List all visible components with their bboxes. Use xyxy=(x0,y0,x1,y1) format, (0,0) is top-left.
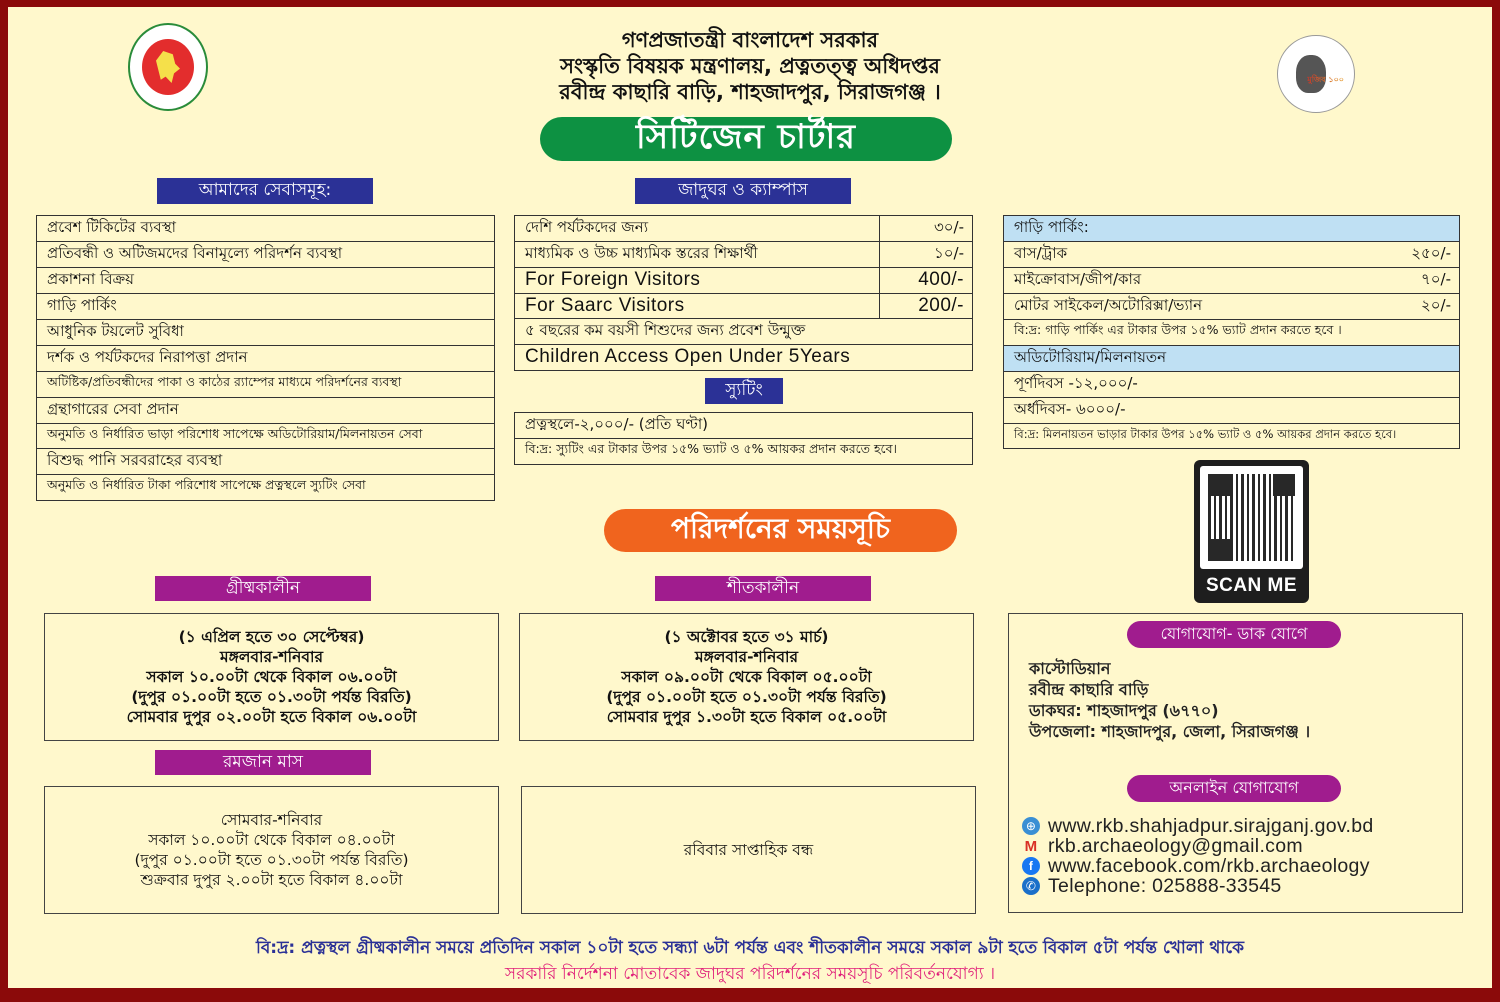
service-row xyxy=(37,216,495,242)
parking-auditorium-table xyxy=(1003,215,1460,449)
service-item: অনুমতি ও নির্ধারিত টাকা পরিশোধ সাপেক্ষে প্রত্নস্থলে স্যুটিং সেবা xyxy=(37,475,495,501)
parking-value: ২৫০/- xyxy=(1360,242,1460,268)
parking-value: ৭০/- xyxy=(1360,268,1460,294)
fee-label: ৫ বছরের কম বয়সী শিশুদের জন্য প্রবেশ উন্মুক্ত xyxy=(515,319,973,345)
address-line: রবীন্দ্র কাছারি বাড়ি xyxy=(1029,680,1149,699)
header-line-3: রবীন্দ্র কাছারি বাড়ি, শাহজাদপুর, সিরাজগঞ্জ । xyxy=(559,80,941,104)
qr-code-icon xyxy=(1200,466,1303,569)
service-item: গ্রন্থাগারের সেবা প্রদান xyxy=(37,397,495,423)
shooting-table xyxy=(514,412,973,465)
website-link[interactable] xyxy=(1022,816,1374,836)
parking-note: বি:দ্র: গাড়ি পার্কিং এর টাকার উপর ১৫% ভ্যাট প্রদান করতে হবে । xyxy=(1004,320,1460,346)
service-row xyxy=(37,242,495,268)
fee-value: ৩০/- xyxy=(879,216,972,242)
service-row xyxy=(37,346,495,372)
qr-code-card[interactable] xyxy=(1194,460,1309,603)
email-link[interactable] xyxy=(1022,836,1374,856)
fee-value: 400/- xyxy=(879,268,972,294)
winter-schedule-box xyxy=(519,613,974,741)
postal-contact-heading: যোগাযোগ- ডাক যোগে xyxy=(1127,621,1341,648)
service-row xyxy=(37,449,495,475)
postal-address xyxy=(1029,658,1310,742)
header-line-2: সংস্কৃতি বিষয়ক মন্ত্রণালয়, প্রত্নতত্ত্ব অধিদপ্তর xyxy=(560,54,940,78)
portrait-tag: মুজিব ১০০ xyxy=(1307,74,1344,87)
website-text: www.rkb.shahjadpur.sirajganj.gov.bd xyxy=(1048,814,1374,837)
ramadan-heading: রমজান মাস xyxy=(155,750,371,775)
services-table xyxy=(36,215,495,501)
parking-label: মোটর সাইকেল/অটোরিক্সা/ভ্যান xyxy=(1004,294,1360,320)
parking-value: ২০/- xyxy=(1360,294,1460,320)
ramadan-line: সোমবার-শনিবার xyxy=(220,811,323,829)
email-text: rkb.archaeology@gmail.com xyxy=(1048,834,1303,857)
facebook-link[interactable] xyxy=(1022,856,1374,876)
contact-box xyxy=(1008,613,1463,913)
summer-line: (১ এপ্রিল হতে ৩০ সেপ্টেম্বর) xyxy=(178,628,365,646)
winter-line: সকাল ০৯.০০টা থেকে বিকাল ০৫.০০টা xyxy=(621,668,872,686)
address-line: ডাকঘর: শাহজাদপুর (৬৭৭০) xyxy=(1029,701,1219,720)
winter-heading: শীতকালীন xyxy=(655,576,871,601)
gmail-icon: M xyxy=(1024,837,1038,855)
service-row xyxy=(37,294,495,320)
fee-value: 200/- xyxy=(879,293,972,319)
online-contact-list xyxy=(1022,816,1374,896)
fee-row xyxy=(515,319,973,345)
phone-link[interactable] xyxy=(1022,876,1374,896)
fee-label: মাধ্যমিক ও উচ্চ মাধ্যমিক স্তরের শিক্ষার্থী xyxy=(515,242,880,268)
museum-fee-table xyxy=(514,215,973,371)
auditorium-note: বি:দ্র: মিলনায়তন ভাড়ার টাকার উপর ১৫% ভ্যাট ও ৫% আয়কর প্রদান করতে হবে। xyxy=(1004,423,1460,449)
globe-icon: ⊕ xyxy=(1022,817,1040,835)
shooting-note: বি:দ্র: স্যুটিং এর টাকার উপর ১৫% ভ্যাট ও ৫% আয়কর প্রদান করতে হবে। xyxy=(515,439,973,465)
fee-label: Children Access Open Under 5Years xyxy=(515,345,973,371)
summer-line: (দুপুর ০১.০০টা হতে ০১.৩০টা পর্যন্ত বিরতি) xyxy=(131,688,412,706)
auditorium-half-day: অর্ধদিবস- ৬০০০/- xyxy=(1004,397,1460,423)
ramadan-schedule-box xyxy=(44,786,499,914)
facebook-text: www.facebook.com/rkb.archaeology xyxy=(1048,854,1370,877)
address-line: কাস্টোডিয়ান xyxy=(1029,659,1111,678)
parking-label: মাইক্রোবাস/জীপ/কার xyxy=(1004,268,1360,294)
winter-line: মঙ্গলবার-শনিবার xyxy=(694,648,799,666)
ramadan-line: (দুপুর ০১.০০টা হতে ০১.৩০টা পর্যন্ত বিরতি) xyxy=(134,851,409,869)
service-item: আধুনিক টয়লেট সুবিধা xyxy=(37,320,495,346)
service-item: প্রবেশ টিকিটের ব্যবস্থা xyxy=(37,216,495,242)
winter-line: (১ অক্টোবর হতে ৩১ মার্চ) xyxy=(664,628,829,646)
service-item: গাড়ি পার্কিং xyxy=(37,294,495,320)
fee-value: ১০/- xyxy=(879,242,972,268)
address-line: উপজেলা: শাহজাদপুর, জেলা, সিরাজগঞ্জ । xyxy=(1029,722,1311,741)
auditorium-full-day: পূর্ণদিবস -১২,০০০/- xyxy=(1004,371,1460,397)
phone-icon: ✆ xyxy=(1022,877,1040,895)
parking-label: বাস/ট্রাক xyxy=(1004,242,1360,268)
parking-heading: গাড়ি পার্কিং: xyxy=(1004,216,1460,242)
ramadan-line: সকাল ১০.০০টা থেকে বিকাল ০৪.০০টা xyxy=(148,831,395,849)
winter-line: (দুপুর ০১.০০টা হতে ০১.৩০টা পর্যন্ত বিরতি) xyxy=(606,688,887,706)
fee-row xyxy=(515,268,973,294)
service-row xyxy=(37,268,495,294)
parking-row xyxy=(1004,242,1460,268)
fee-row xyxy=(515,345,973,371)
service-item: প্রকাশনা বিক্রয় xyxy=(37,268,495,294)
header-line-1: গণপ্রজাতন্ত্রী বাংলাদেশ সরকার xyxy=(621,28,879,52)
fee-row xyxy=(515,216,973,242)
services-heading: আমাদের সেবাসমূহ: xyxy=(157,178,373,204)
summer-schedule-box xyxy=(44,613,499,741)
fee-label: For Saarc Visitors xyxy=(515,293,880,319)
footer-note-change: সরকারি নির্দেশনা মোতাবেক জাদুঘর পরিদর্শনের সময়সূচি পরিবর্তনযোগ্য । xyxy=(504,964,996,984)
weekly-closed-text: রবিবার সাপ্তাহিক বন্ধ xyxy=(683,841,814,859)
service-item: দর্শক ও পর্যটকদের নিরাপত্তা প্রদান xyxy=(37,346,495,372)
museum-heading: জাদুঘর ও ক্যাম্পাস xyxy=(635,178,851,204)
fee-label: For Foreign Visitors xyxy=(515,268,880,294)
summer-heading: গ্রীষ্মকালীন xyxy=(155,576,371,601)
facebook-icon: f xyxy=(1022,857,1040,875)
page-title: সিটিজেন চার্টার xyxy=(540,117,952,161)
auditorium-heading: অডিটোরিয়াম/মিলনায়তন xyxy=(1004,345,1460,371)
service-row xyxy=(37,423,495,449)
phone-text: Telephone: 025888-33545 xyxy=(1048,874,1282,897)
service-row xyxy=(37,397,495,423)
fee-row xyxy=(515,242,973,268)
parking-row xyxy=(1004,268,1460,294)
fee-label: দেশি পর্যটকদের জন্য xyxy=(515,216,880,242)
ramadan-line: শুক্রবার দুপুর ২.০০টা হতে বিকাল ৪.০০টা xyxy=(140,871,403,889)
parking-row xyxy=(1004,294,1460,320)
online-contact-heading: অনলাইন যোগাযোগ xyxy=(1127,775,1341,802)
summer-line: সকাল ১০.০০টা থেকে বিকাল ০৬.০০টা xyxy=(146,668,397,686)
service-item: অটিষ্টিক/প্রতিবন্ধীদের পাকা ও কাঠের র‌্যাম্পের মাধ্যমে পরিদর্শনের ব্যবস্থা xyxy=(37,372,495,398)
shooting-heading: স্যুটিং xyxy=(705,378,783,404)
summer-line: মঙ্গলবার-শনিবার xyxy=(219,648,324,666)
shooting-rate: প্রত্নস্থলে-২,০০০/- (প্রতি ঘণ্টা) xyxy=(515,413,973,439)
service-item: প্রতিবন্ধী ও অটিজমদের বিনামূল্যে পরিদর্শন ব্যবস্থা xyxy=(37,242,495,268)
weekly-closed-box xyxy=(521,786,976,914)
service-item: অনুমতি ও নির্ধারিত ভাড়া পরিশোধ সাপেক্ষে অডিটোরিয়াম/মিলনায়তন সেবা xyxy=(37,423,495,449)
summer-line: সোমবার দুপুর ০২.০০টা হতে বিকাল ০৬.০০টা xyxy=(126,708,417,726)
schedule-heading: পরিদর্শনের সময়সূচি xyxy=(604,509,957,552)
service-row xyxy=(37,475,495,501)
fee-row xyxy=(515,293,973,319)
scan-me-label: SCAN ME xyxy=(1205,575,1298,596)
service-row xyxy=(37,320,495,346)
service-item: বিশুদ্ধ পানি সরবরাহের ব্যবস্থা xyxy=(37,449,495,475)
service-row xyxy=(37,372,495,398)
footer-note-hours: বি:দ্র: প্রত্নস্থল গ্রীষ্মকালীন সময়ে প্রতিদিন সকাল ১০টা হতে সন্ধ্যা ৬টা পর্যন্ত এবং শীতকালীন সময়ে সকাল ৯টা হতে বিকাল ৫টা পর্যন্ত খোলা থাকে xyxy=(255,938,1245,958)
winter-line: সোমবার দুপুর ১.৩০টা হতে বিকাল ০৫.০০টা xyxy=(606,708,887,726)
